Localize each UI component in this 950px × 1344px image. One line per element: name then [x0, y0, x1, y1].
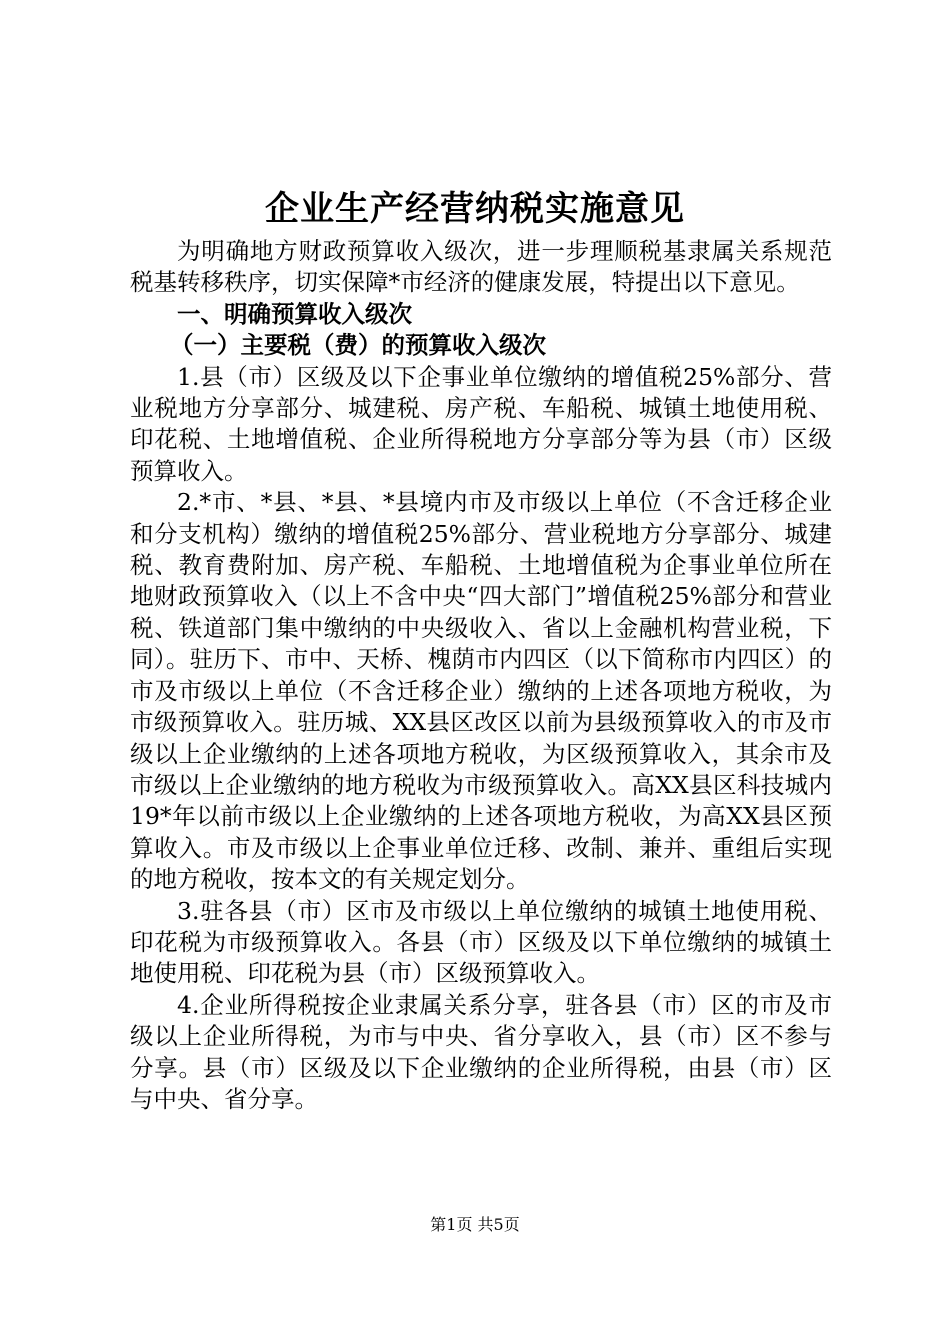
document-body	[130, 236, 832, 1115]
page-number-footer: 第1页 共5页	[430, 1215, 520, 1234]
intro-paragraph: 为明确地方财政预算收入级次，进一步理顺税基隶属关系规范税基转移秩序，切实保障*市经济的健康发展，特提出以下意见。	[130, 237, 832, 297]
body-paragraph-4: 4.企业所得税按企业隶属关系分享，驻各县（市）区的市及市级以上企业所得税，为市与中央、省分享收入，县（市）区不参与分享。县（市）区级及以下企业缴纳的企业所得税，由县（市）区与中央、省分享。	[130, 990, 832, 1113]
subsection-heading: （一）主要税（费）的预算收入级次	[170, 331, 546, 360]
document-title: 企业生产经营纳税实施意见	[265, 189, 685, 229]
body-paragraph-1: 1.县（市）区级及以下企事业单位缴纳的增值税25%部分、营业税地方分享部分、城建税、房产税、车船税、城镇土地使用税、印花税、土地增值税、企业所得税地方分享部分等为县（市）区级预算收入。	[130, 362, 832, 485]
section-heading: 一、明确预算收入级次	[177, 299, 412, 328]
body-paragraph-3: 3.驻各县（市）区市及市级以上单位缴纳的城镇土地使用税、印花税为市级预算收入。各县（市）区级及以下单位缴纳的城镇土地使用税、印花税为县（市）区级预算收入。	[130, 896, 832, 988]
body-paragraph-2: 2.*市、*县、*县、*县境内市及市级以上单位（不含迁移企业和分支机构）缴纳的增值税25%部分、营业税地方分享部分、城建税、教育费附加、房产税、车船税、土地增值税为企事业单位所在地财政预算收入（以上不含中央“四大部门”增值税25%部分和营业税、铁道部门集中缴纳的中央级收入、省以上金融机构营业税，下同）。驻历下、市中、天桥、槐荫市内四区（以下简称市内四区）的市及市级以上单位（不含迁移企业）缴纳的上述各项地方税收，为市级预算收入。驻历城、XX县区改区以前为县级预算收入的市及市级以上企业缴纳的上述各项地方税收，为区级预算收入，其余市及市级以上企业缴纳的地方税收为市级预算收入。高XX县区科技城内19*年以前市级以上企业缴纳的上述各项地方税收，为高XX县区预算收入。市及市级以上企事业单位迁移、改制、兼并、重组后实现的地方税收，按本文的有关规定划分。	[130, 488, 832, 894]
